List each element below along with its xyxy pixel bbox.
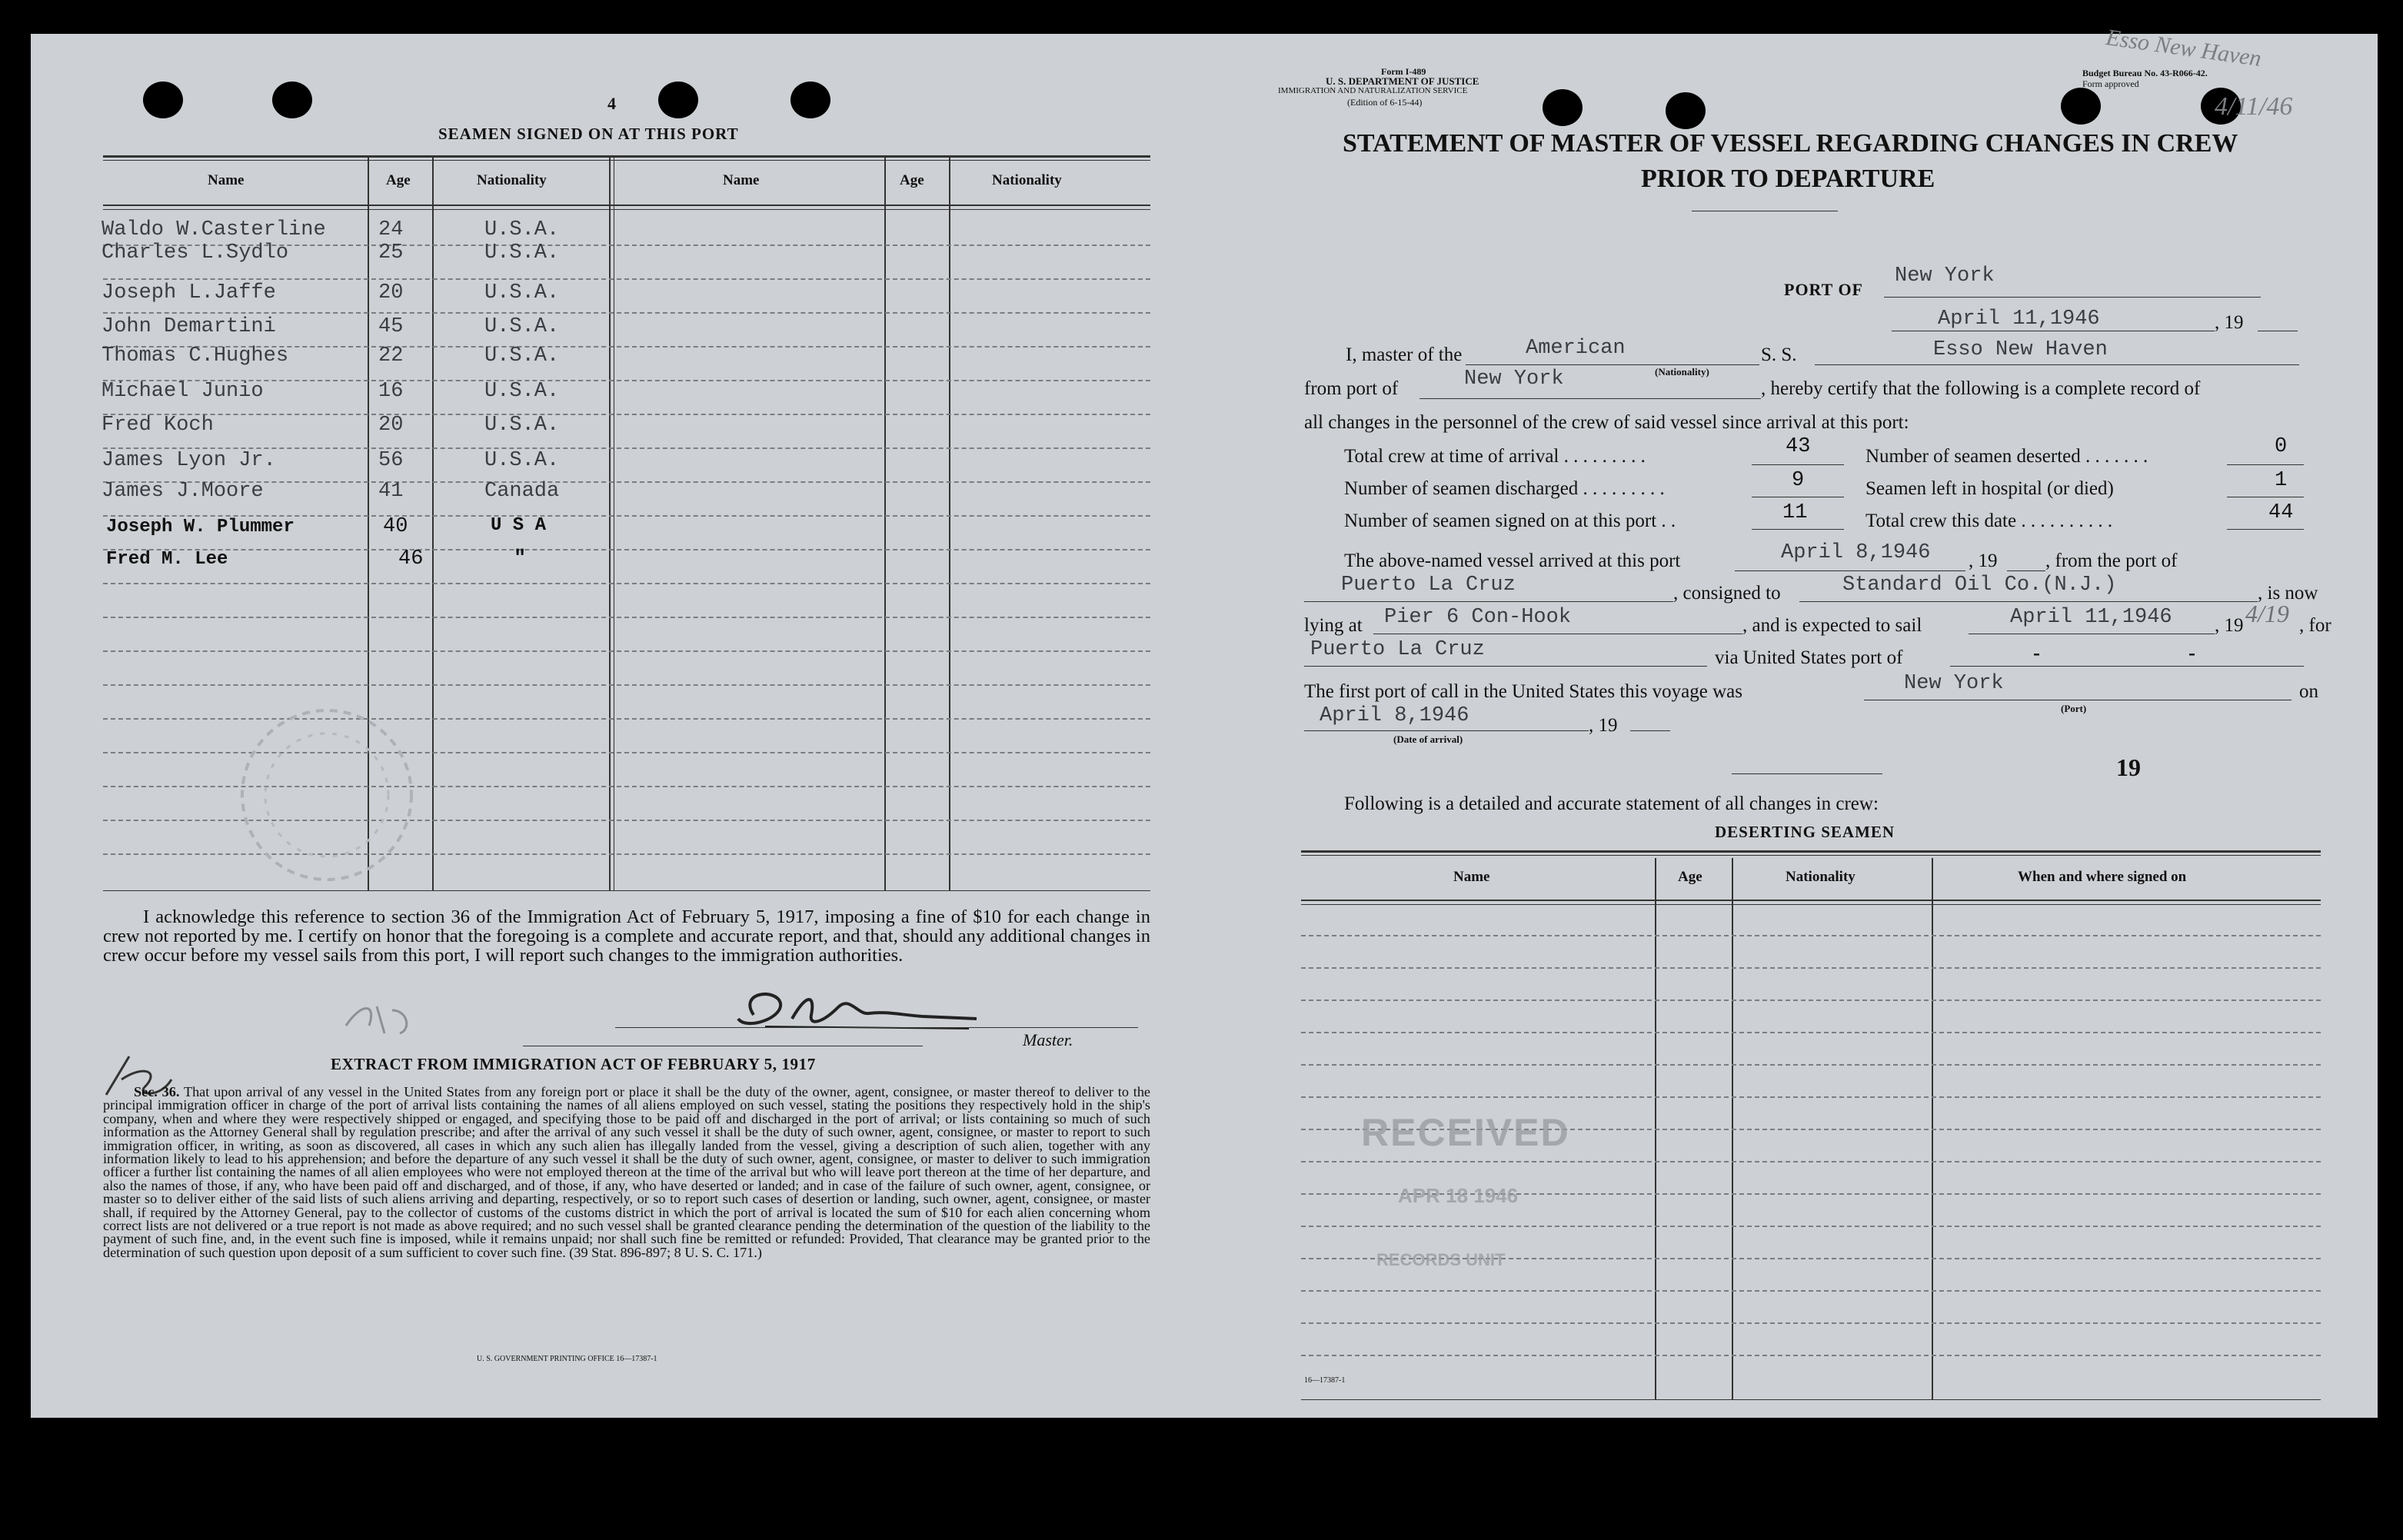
crew-name: Fred M. Lee <box>106 549 228 570</box>
corner-pencil-note: Esso New Haven <box>2104 25 2263 72</box>
from-the-port-of-label: , from the port of <box>2045 550 2178 571</box>
crew-name: Charles L.Sydlo <box>102 241 289 264</box>
crew-age: 16 <box>378 380 404 403</box>
arrived-date: April 8,1946 <box>1781 541 1931 564</box>
hospital-value: 1 <box>2275 469 2288 492</box>
form-approved: Form approved <box>2082 78 2139 89</box>
crew-nationality: U.S.A. <box>484 315 560 338</box>
destination-port: Puerto La Cruz <box>1310 638 1485 661</box>
from-port-value: New York <box>1464 368 1564 391</box>
consignee-value: Standard Oil Co.(N.J.) <box>1842 574 2117 597</box>
first-port-value: New York <box>1904 672 2004 695</box>
consigned-label: , consigned to <box>1673 583 1781 604</box>
via-label: via United States port of <box>1715 647 1903 668</box>
deserting-header-name: Name <box>1453 869 1490 885</box>
received-stamp-date: APR 18 1946 <box>1398 1184 1519 1207</box>
section-title: SEAMEN SIGNED ON AT THIS PORT <box>438 125 739 143</box>
deserting-header-age: Age <box>1678 869 1702 885</box>
hospital-label: Seamen left in hospital (or died) <box>1865 478 2114 499</box>
crew-name: James Lyon Jr. <box>102 449 276 472</box>
punch-hole <box>2061 88 2101 125</box>
crew-name: Thomas C.Hughes <box>102 344 289 368</box>
received-stamp: RECEIVED <box>1361 1111 1570 1154</box>
expected-sail-label: , and is expected to sail <box>1742 615 1922 636</box>
column-header-nationality: Nationality <box>477 172 547 188</box>
arrived-year: , 19 <box>1969 550 1998 571</box>
crew-name: Fred Koch <box>102 414 214 437</box>
total-crew-arrival-label: Total crew at time of arrival . . . . . . . . . <box>1344 446 1646 467</box>
first-port-label: The first port of call in the United States this voyage was <box>1304 681 1743 702</box>
lying-at-value: Pier 6 Con-Hook <box>1384 606 1572 629</box>
crew-age: 25 <box>378 241 404 264</box>
crew-name: Michael Junio <box>102 380 264 403</box>
total-crew-arrival-value: 43 <box>1786 435 1811 458</box>
crew-age: 22 <box>378 344 404 368</box>
crew-nationality: U.S.A. <box>484 449 560 472</box>
acknowledgement-text: I acknowledge this reference to section 36 of the Immigration Act of February 5, 1917, imposing a fine of $10 for each change in crew not reported by me. I certify on honor that the foregoing is a complete and accurate report, and that, should any additional changes in crew occur before my vessel sails from this port, I will report such changes to the immigration authorities. <box>103 906 1150 966</box>
blank-year-19: 19 <box>2116 753 2141 781</box>
lying-at-label: lying at <box>1304 615 1363 636</box>
first-port-date: April 8,1946 <box>1320 704 1469 727</box>
signed-on-label: Number of seamen signed on at this port . . <box>1344 511 1676 531</box>
form-title-line1: STATEMENT OF MASTER OF VESSEL REGARDING CHANGES IN CREW <box>1343 129 2238 158</box>
crew-age: 20 <box>378 414 404 437</box>
crew-age: 24 <box>378 218 404 241</box>
corner-pencil-date: 4/11/46 <box>2215 92 2293 121</box>
pencil-sail-note: 4/19 <box>2245 600 2289 627</box>
master-signature <box>723 984 984 1038</box>
sail-year: , 19 <box>2215 615 2244 636</box>
extract-statute <box>103 1086 1150 1259</box>
arrived-from-port: Puerto La Cruz <box>1341 574 1516 597</box>
port-of-value: New York <box>1895 264 1995 288</box>
all-changes-text: all changes in the personnel of the crew of said vessel since arrival at this port: <box>1304 412 1909 433</box>
crew-name: Joseph L.Jaffe <box>102 281 276 304</box>
deserted-label: Number of seamen deserted . . . . . . . <box>1865 446 2148 467</box>
deserting-header-signed-on: When and where signed on <box>2018 869 2187 885</box>
port-of-label: PORT OF <box>1784 280 1863 299</box>
column-header-name: Name <box>208 172 245 188</box>
edition-note: (Edition of 6-15-44) <box>1347 97 1423 108</box>
via-value-year: - <box>2188 641 2195 664</box>
port-caption: (Port) <box>2061 703 2087 714</box>
crew-name: John Demartini <box>102 315 276 338</box>
received-stamp-unit: RECORDS UNIT <box>1376 1250 1506 1269</box>
crew-nationality: U.S.A. <box>484 241 560 264</box>
column-header-age: Age <box>900 172 924 188</box>
crew-age: 56 <box>378 449 404 472</box>
for-label: , for <box>2299 615 2331 636</box>
crew-age: 45 <box>378 315 404 338</box>
sail-date: April 11,1946 <box>2010 606 2172 629</box>
punch-hole <box>1666 92 1706 129</box>
form-title-line2: PRIOR TO DEPARTURE <box>1641 165 1935 193</box>
crew-nationality: U.S.A. <box>484 281 560 304</box>
first-port-year: , 19 <box>1589 715 1618 736</box>
crew-nationality: " <box>514 547 527 570</box>
punch-hole <box>790 81 830 118</box>
deserting-header-nationality: Nationality <box>1786 869 1856 885</box>
crew-name: James J.Moore <box>102 480 264 503</box>
nationality-caption: (Nationality) <box>1655 366 1709 378</box>
punch-hole <box>272 81 312 118</box>
budget-bureau: Budget Bureau No. 43-R066-42. <box>2082 68 2208 78</box>
crew-name: Joseph W. Plummer <box>106 517 295 537</box>
service-name: IMMIGRATION AND NATURALIZATION SERVICE <box>1278 86 1468 95</box>
column-header-name: Name <box>723 172 760 188</box>
crew-nationality: U.S.A. <box>484 414 560 437</box>
crew-age: 46 <box>398 547 424 570</box>
is-now-label: , is now <box>2258 583 2318 604</box>
extract-body: That upon arrival of any vessel in the United States from any foreign port or place it shall be the duty of the owner, agent, consignee, or master thereof to deliver to the principal immigration officer in charge of the port of arrival lists containing the names of all aliens employed on such vessel, stating the positions they respectively hold in the ship's company, when and where they were respectively shipped or engaged, and specifying those to be paid off and discharged in the port of arrival; or lists containing so much of such information as the Attorney General shall by regulation prescribe; and after the arrival of any such vessel it shall be the duty of such owner, agent, consignee, or master to report to such immigration officer, in writing, as soon as discovered, all cases in which any such alien has illegally landed from the vessel, giving a description of such alien, together with any information likely to lead to his apprehension; and before the departure of any such vessel it shall be the duty of such owner, agent, consignee, or master to deliver to such immigration officer a further list containing the names of all alien employees who were not employed thereon at the time of the arrival but who will leave port thereon at the time of her departure, and also the names of those, if any, who have been paid off and discharged, and of those, if any, who have deserted or landed; and in case of the failure of such owner, agent, consignee, or master so to deliver either of the said lists of such aliens arriving and departing, respectively, or so to report such cases of desertion or landing, such owner, agent, consignee, or master shall, if required by the Attorney General, pay to the collector of customs of the customs district in which the port of arrival is located the sum of $10 for each alien concerning whom correct lists are not delivered or a true report is not made as above required; and no such vessel shall be granted clearance pending the determination of the question of the liability to the payment of such fine, and, in the event such fine is imposed, while it remains unpaid; nor shall such fine be remitted or refunded: Provided, That clearance may be granted prior to the determination of such question upon deposit of a sum sufficient to cover such fine. (39 Stat. 896-897; 8 U. S. C. 171.) <box>103 1084 1151 1260</box>
certify-text: , hereby certify that the following is a complete record of <box>1761 378 2201 399</box>
date-of-arrival-caption: (Date of arrival) <box>1393 733 1463 745</box>
crew-age: 20 <box>378 281 404 304</box>
faint-seal-stamp <box>200 680 454 910</box>
on-label: on <box>2299 681 2318 702</box>
footer-form-code: 16—17387-1 <box>1304 1376 1346 1385</box>
page-number: 4 <box>607 94 616 113</box>
total-this-date-label: Total crew this date . . . . . . . . . . <box>1865 511 2113 531</box>
crew-age: 41 <box>378 480 404 503</box>
deserted-value: 0 <box>2275 435 2288 458</box>
following-text: Following is a detailed and accurate statement of all changes in crew: <box>1344 793 1879 814</box>
crew-nationality: Canada <box>484 480 560 503</box>
document-sheet <box>31 25 2378 1418</box>
arrived-label: The above-named vessel arrived at this port <box>1344 550 1681 571</box>
crew-age: 40 <box>383 515 408 538</box>
statement-date-year: , 19 <box>2215 312 2244 333</box>
pencil-initials <box>338 995 431 1041</box>
crew-name: Waldo W.Casterline <box>102 218 326 241</box>
extract-title: EXTRACT FROM IMMIGRATION ACT OF FEBRUARY 5, 1917 <box>331 1055 816 1073</box>
crew-nationality: U.S.A. <box>484 380 560 403</box>
printing-office-line: U. S. GOVERNMENT PRINTING OFFICE 16—17387-1 <box>477 1355 657 1363</box>
master-label: Master. <box>1023 1030 1073 1049</box>
crew-nationality: U.S.A. <box>484 344 560 368</box>
punch-hole <box>143 81 183 118</box>
total-this-date-value: 44 <box>2268 501 2294 524</box>
vessel-name: Esso New Haven <box>1933 338 2108 361</box>
from-port-label: from port of <box>1304 378 1399 399</box>
crew-nationality: U.S.A. <box>484 218 560 241</box>
vessel-nationality: American <box>1526 337 1626 360</box>
deserting-seamen-title: DESERTING SEAMEN <box>1715 823 1895 841</box>
punch-hole <box>658 81 698 118</box>
department-name: U. S. DEPARTMENT OF JUSTICE <box>1326 75 1479 87</box>
discharged-label: Number of seamen discharged . . . . . . . . . <box>1344 478 1665 499</box>
discharged-value: 9 <box>1792 469 1805 492</box>
column-header-nationality: Nationality <box>992 172 1062 188</box>
ss-label: S. S. <box>1761 344 1797 365</box>
signed-on-value: 11 <box>1782 501 1808 524</box>
column-header-age: Age <box>386 172 411 188</box>
crew-nationality: U S A <box>491 515 547 536</box>
punch-hole <box>1543 89 1583 126</box>
form-number: Form I-489 <box>1381 66 1426 77</box>
via-value: - <box>2033 641 2040 664</box>
statement-date: April 11,1946 <box>1938 308 2100 331</box>
master-of-label: I, master of the <box>1346 344 1463 365</box>
extract-section-number: Sec. 36. <box>134 1084 180 1099</box>
